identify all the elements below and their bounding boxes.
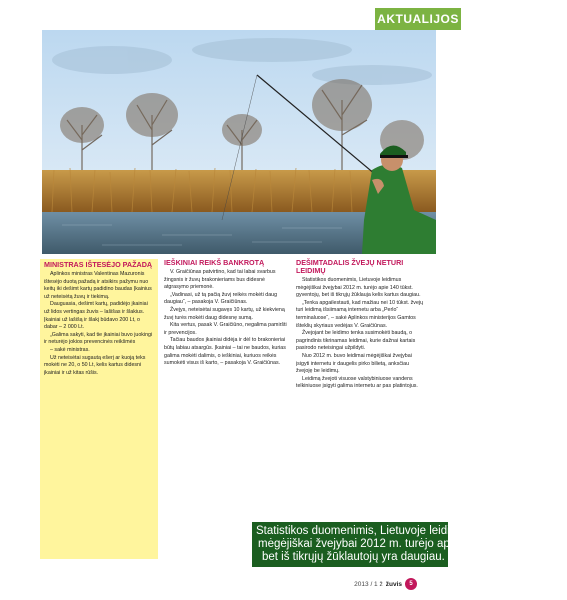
pull-quote-line: mėgėjiškai žvejybai 2012 m. turėjo apie 140 tūkst. gyventojų,	[258, 538, 567, 550]
column-2-paragraph: V. Graičiūnas patvirtino, kad tai labai svarbus žingsnis ir žuvų brakonieriams bus didesnė atgrasymo priemonė.	[164, 269, 276, 291]
column-3-paragraph: Leidimą žvejoti visuose valstybiniuose vandens telkiniuose įsigyti galima internetu ar pas platintojus.	[296, 375, 418, 390]
column-2-paragraph: „Vadinasi, už tą pačią žuvį reikės mokėti daug daugiau“, – pasakoja V. Graičiūnas.	[164, 291, 278, 306]
magazine-brand: žuvis	[385, 580, 402, 588]
article-column-3	[296, 259, 424, 391]
page-footer	[354, 578, 417, 590]
article-columns	[0, 258, 567, 559]
column-3-paragraph: Nuo 2012 m. buvo leidimai mėgėjiškai žvejybai įsigyti internetu ir daugelis pirko bilietą, anksčiau žvejoję be leidimų.	[296, 352, 412, 375]
column-1-paragraph: Už neteisėtai sugautą ešerį ar kuoją teks mokėti ne 20, o 50 Lt, kelis kartus didesni įkainiai ir už kitas rūšis.	[44, 354, 146, 376]
column-2-paragraph: Žvejys, neteisėtai sugavęs 10 kartų, už kiekvieną žuvį turės mokėti daug didesnę sumą.	[164, 306, 285, 321]
article-column-1	[40, 259, 158, 559]
page-number: 5	[405, 578, 417, 590]
article-column-2	[164, 259, 289, 368]
column-3-paragraph: Žvejojant be leidimo tenka susimokėti baudą, o pagrindinis tikrinamas leidimai, kurie dažnai kartais pasirodo neteisingai užpildyti.	[296, 330, 416, 352]
pull-quote-line: bet iš tikrųjų žūklautojų yra daugiau.	[262, 551, 445, 563]
column-3-paragraph: „Tenka apgailestauti, kad mažiau nei 10 tūkst. žvejų turi leidimą išsiimamą internetu arba „Perlo“ terminaluose“, – sakė Aplinkos ministerijos Gamtos išteklių skyriaus vedėjas V. Graičiūnas.	[296, 299, 424, 329]
issue-label: 2013 / 1 ž	[354, 580, 383, 588]
fisherman-photo	[42, 30, 436, 254]
column-1-paragraph: „Galima sakyti, kad tie įkainiai buvo juokingi ir neturėjo jokios prevencinės reikšmės	[44, 331, 153, 346]
column-1-paragraph: Dauguasia, dešimt kartų, padidėjo įkainiai už lidos vertingas žuvis – lašišas ir šlakius. Įkainiai už lašišą ir šlakį būdavo 200 Lt, o dabar – 2 000 Lt.	[44, 301, 148, 331]
column-2-paragraph: Kita vertus, pasak V. Graičiūno, negalima pamiršti ir prevencijos.	[164, 322, 287, 336]
column-3-paragraph: Statistikos duomenimis, Lietuvoje leidimus mėgėjiškai žvejybai 2012 m. turėjo apie 140 tūkst. gyventojų, bet iš tikrųjų žūklauja kelis kartus daugiau.	[296, 277, 421, 299]
column-2-heading: IEŠKINIAI REIKŠ BANKROTĄ	[164, 258, 265, 267]
column-3-heading: DEŠIMTADALIS ŽVEJŲ NETURI LEIDIMŲ	[296, 258, 404, 275]
section-label: AKTUALIJOS	[375, 8, 461, 30]
column-1-paragraph: Aplinkos ministras Valentinas Mazuronis ištesėjo duotą pažadą ir atsikirs pažymu nuo keitų iki dešimt kartų padidino baudas Įkainius už neteisėtą žuvų ir tiekimą.	[44, 271, 152, 300]
column-2-paragraph: Tačiau baudos įkainiai didėja ir dėl to brakonieriai būtų labiau atsargūs. Įkainiai – tai ne baudos, kurias galima mokėti dalimis, o ieškiniai, kuriuos reikės sumokėti visus iš karto, – pasakoja V. Graičiūnas.	[164, 337, 286, 367]
pull-quote-line: Statistikos duomenimis, Lietuvoje leidimus	[256, 525, 472, 537]
column-1-heading: MINISTRAS IŠTESĖJO PAŽADĄ	[44, 260, 153, 269]
photo-illustration	[42, 30, 436, 254]
column-1-paragraph: – sakė ministras.	[50, 346, 90, 353]
pull-quote	[252, 522, 567, 567]
